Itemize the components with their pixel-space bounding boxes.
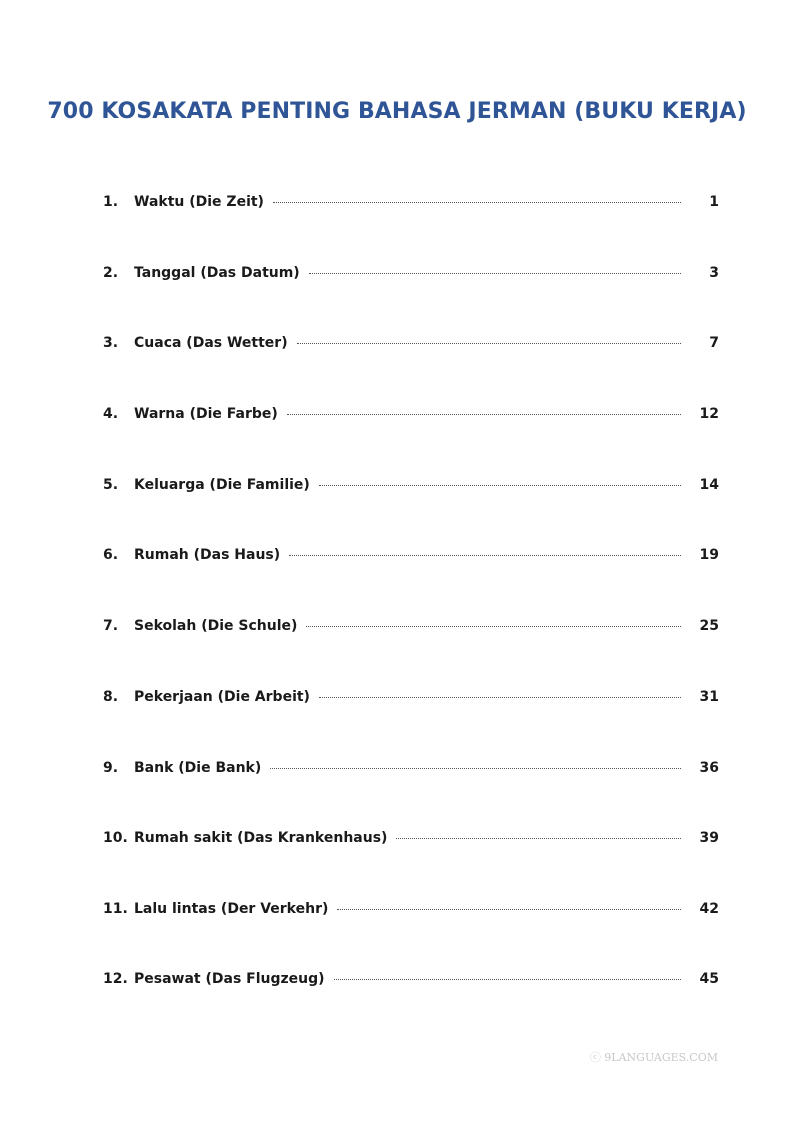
toc-dot-leader bbox=[309, 273, 681, 274]
toc-entry-page: 12 bbox=[699, 406, 719, 422]
toc-entry[interactable] bbox=[103, 406, 719, 428]
toc-entry-page: 14 bbox=[699, 477, 719, 493]
toc-entry-page: 36 bbox=[699, 760, 719, 776]
toc-entry-page: 39 bbox=[699, 830, 719, 846]
toc-dot-leader bbox=[337, 909, 681, 910]
toc-entry-number: 4. bbox=[103, 406, 119, 422]
toc-entry-number: 8. bbox=[103, 689, 119, 705]
toc-entry[interactable] bbox=[103, 194, 719, 216]
toc-entry[interactable] bbox=[103, 971, 719, 993]
toc-entry-number: 11. bbox=[103, 901, 128, 917]
toc-dot-leader bbox=[306, 626, 681, 627]
toc-entry-label: Warna (Die Farbe) bbox=[134, 406, 278, 422]
toc-entry-number: 2. bbox=[103, 265, 119, 281]
toc-entry-label: Bank (Die Bank) bbox=[134, 760, 262, 776]
toc-entry-number: 7. bbox=[103, 618, 119, 634]
toc-dot-leader bbox=[273, 202, 681, 203]
toc-dot-leader bbox=[289, 555, 681, 556]
toc-entry[interactable] bbox=[103, 618, 719, 640]
toc-dot-leader bbox=[319, 697, 681, 698]
toc-entry-label: Waktu (Die Zeit) bbox=[134, 194, 264, 210]
toc-entry-label: Rumah sakit (Das Krankenhaus) bbox=[134, 830, 388, 846]
toc-entry-number: 9. bbox=[103, 760, 119, 776]
toc-dot-leader bbox=[319, 485, 681, 486]
toc-entry-page: 31 bbox=[699, 689, 719, 705]
toc-entry-label: Pesawat (Das Flugzeug) bbox=[134, 971, 325, 987]
toc-dot-leader bbox=[297, 343, 681, 344]
toc-dot-leader bbox=[287, 414, 681, 415]
copyright-watermark: ⓒ 9LANGUAGES.COM bbox=[589, 1051, 718, 1064]
toc-entry-label: Rumah (Das Haus) bbox=[134, 547, 281, 563]
toc-dot-leader bbox=[396, 838, 681, 839]
toc-entry-number: 3. bbox=[103, 335, 119, 351]
toc-entry-label: Keluarga (Die Familie) bbox=[134, 477, 310, 493]
toc-entry-number: 6. bbox=[103, 547, 119, 563]
document-title: 700 KOSAKATA PENTING BAHASA JERMAN (BUKU KERJA) bbox=[47, 98, 747, 124]
toc-entry[interactable] bbox=[103, 760, 719, 782]
toc-entry[interactable] bbox=[103, 265, 719, 287]
toc-entry[interactable] bbox=[103, 901, 719, 923]
toc-entry[interactable] bbox=[103, 689, 719, 711]
toc-entry-page: 3 bbox=[709, 265, 719, 281]
toc-entry-label: Sekolah (Die Schule) bbox=[134, 618, 298, 634]
toc-entry-page: 7 bbox=[709, 335, 719, 351]
toc-entry[interactable] bbox=[103, 830, 719, 852]
toc-dot-leader bbox=[334, 979, 681, 980]
toc-entry-page: 42 bbox=[699, 901, 719, 917]
toc-entry-page: 45 bbox=[699, 971, 719, 987]
toc-entry-number: 5. bbox=[103, 477, 119, 493]
toc-entry-label: Cuaca (Das Wetter) bbox=[134, 335, 288, 351]
toc-entry[interactable] bbox=[103, 547, 719, 569]
toc-entry-page: 25 bbox=[699, 618, 719, 634]
toc-entry-number: 10. bbox=[103, 830, 128, 846]
toc-entry-page: 19 bbox=[699, 547, 719, 563]
toc-entry[interactable] bbox=[103, 477, 719, 499]
toc-entry-label: Tanggal (Das Datum) bbox=[134, 265, 300, 281]
toc-entry-label: Pekerjaan (Die Arbeit) bbox=[134, 689, 310, 705]
toc-entry-label: Lalu lintas (Der Verkehr) bbox=[134, 901, 329, 917]
toc-entry-page: 1 bbox=[709, 194, 719, 210]
toc-entry[interactable] bbox=[103, 335, 719, 357]
toc-entry-number: 1. bbox=[103, 194, 119, 210]
toc-dot-leader bbox=[270, 768, 681, 769]
toc-entry-number: 12. bbox=[103, 971, 128, 987]
